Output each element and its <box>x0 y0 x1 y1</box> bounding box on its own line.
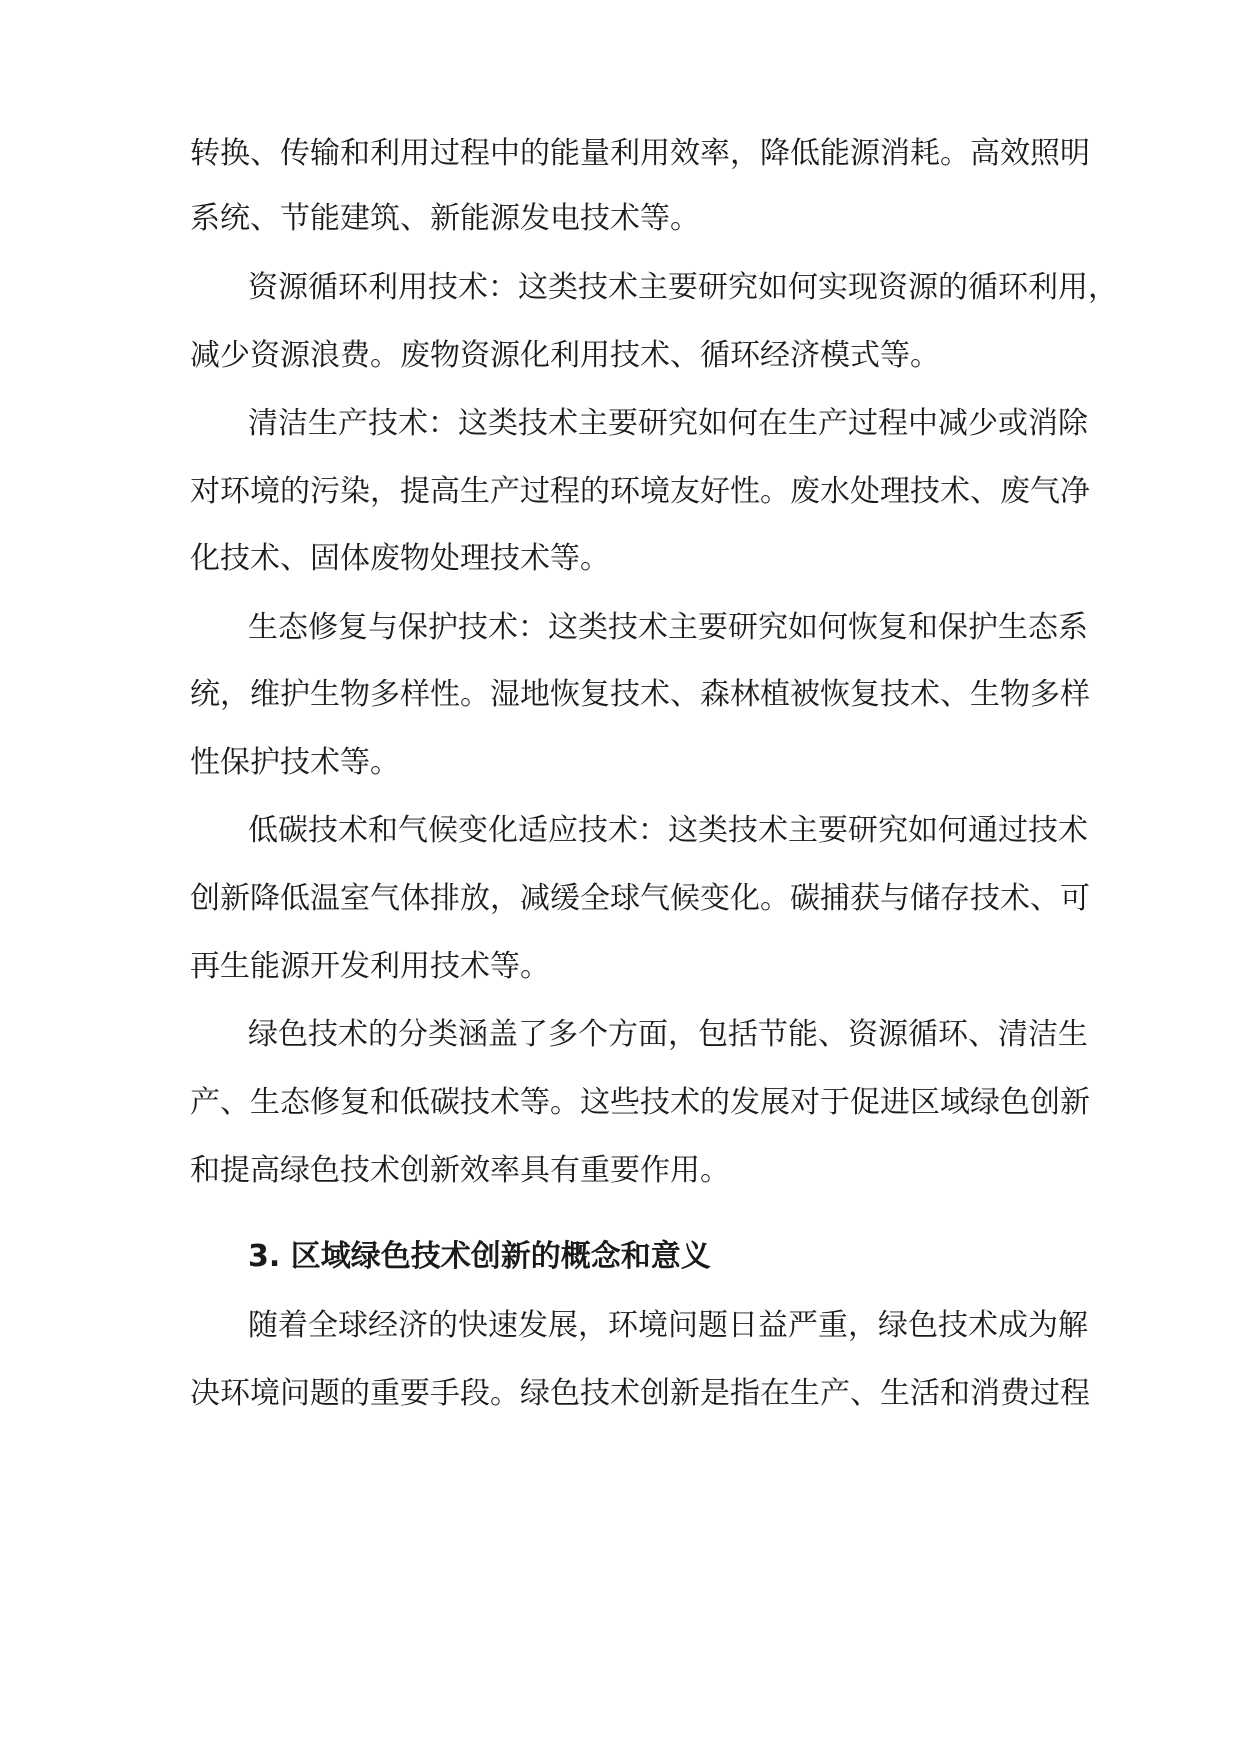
text-line: 对环境的污染，提高生产过程的环境友好性。废水处理技术、废气净 <box>190 474 1090 509</box>
text-line: 和提高绿色技术创新效率具有重要作用。 <box>190 1153 730 1188</box>
paragraph-line: 生态修复与保护技术：这类技术主要研究如何恢复和保护生态系 <box>248 610 1088 645</box>
text-line: 决环境问题的重要手段。绿色技术创新是指在生产、生活和消费过程 <box>190 1376 1090 1411</box>
text-line: 转换、传输和利用过程中的能量利用效率，降低能源消耗。高效照明 <box>190 136 1090 171</box>
text-line: 统，维护生物多样性。湿地恢复技术、森林植被恢复技术、生物多样 <box>190 677 1090 712</box>
paragraph-line: 绿色技术的分类涵盖了多个方面，包括节能、资源循环、清洁生 <box>248 1017 1088 1052</box>
paragraph-line: 随着全球经济的快速发展，环境问题日益严重，绿色技术成为解 <box>248 1308 1088 1343</box>
text-line: 产、生态修复和低碳技术等。这些技术的发展对于促进区域绿色创新 <box>190 1085 1090 1120</box>
paragraph-line: 低碳技术和气候变化适应技术：这类技术主要研究如何通过技术 <box>248 813 1088 848</box>
paragraph-line: 资源循环利用技术：这类技术主要研究如何实现资源的循环利用， <box>248 270 1118 305</box>
text-line: 减少资源浪费。废物资源化利用技术、循环经济模式等。 <box>190 338 940 373</box>
text-line: 化技术、固体废物处理技术等。 <box>190 541 610 576</box>
text-line: 再生能源开发利用技术等。 <box>190 949 550 984</box>
text-line: 系统、节能建筑、新能源发电技术等。 <box>190 201 700 236</box>
paragraph-line: 清洁生产技术：这类技术主要研究如何在生产过程中减少或消除 <box>248 406 1088 441</box>
text-line: 性保护技术等。 <box>190 745 400 780</box>
section-heading: 3. 区域绿色技术创新的概念和意义 <box>248 1239 711 1274</box>
text-line: 创新降低温室气体排放，减缓全球气候变化。碳捕获与储存技术、可 <box>190 881 1090 916</box>
